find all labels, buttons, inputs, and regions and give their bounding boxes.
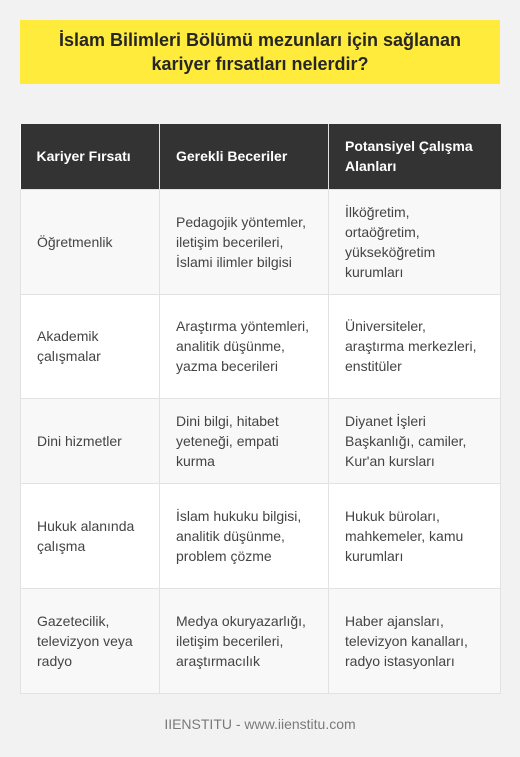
cell-career: Hukuk alanında çalışma (21, 483, 160, 588)
header-career: Kariyer Fırsatı (21, 124, 160, 189)
cell-career: Gazetecilik, televizyon veya radyo (21, 588, 160, 693)
header-skills: Gerekli Beceriler (160, 124, 329, 189)
table-body (21, 189, 501, 693)
table-header (21, 124, 501, 189)
cell-areas: Haber ajansları, televizyon kanalları, radyo istasyonları (329, 588, 501, 693)
cell-skills: Dini bilgi, hitabet yeteneği, empati kurma (160, 398, 329, 483)
table-row (21, 398, 501, 483)
cell-areas: Hukuk büroları, mahkemeler, kamu kurumları (329, 483, 501, 588)
cell-career: Öğretmenlik (21, 189, 160, 294)
cell-skills: Pedagojik yöntemler, iletişim becerileri, İslami ilimler bilgisi (160, 189, 329, 294)
footer-credit: IIENSTITU - www.iienstitu.com (164, 716, 356, 732)
cell-skills: İslam hukuku bilgisi, analitik düşünme, problem çözme (160, 483, 329, 588)
title-banner (20, 20, 500, 84)
cell-career: Dini hizmetler (21, 398, 160, 483)
cell-areas: Diyanet İşleri Başkanlığı, camiler, Kur'an kursları (329, 398, 501, 483)
career-table-container (20, 124, 500, 694)
header-row (21, 124, 501, 189)
table-row (21, 294, 501, 398)
table-row (21, 483, 501, 588)
career-table (20, 124, 501, 694)
cell-areas: Üniversiteler, araştırma merkezleri, enstitüler (329, 294, 501, 398)
cell-career: Akademik çalışmalar (21, 294, 160, 398)
cell-skills: Medya okuryazarlığı, iletişim becerileri, araştırmacılık (160, 588, 329, 693)
header-areas: Potansiyel Çalışma Alanları (329, 124, 501, 189)
table-row (21, 189, 501, 294)
cell-skills: Araştırma yöntemleri, analitik düşünme, yazma becerileri (160, 294, 329, 398)
table-row (21, 588, 501, 693)
page-title: İslam Bilimleri Bölümü mezunları için sağlanan kariyer fırsatları nelerdir? (58, 30, 462, 74)
cell-areas: İlköğretim, ortaöğretim, yükseköğretim kurumları (329, 189, 501, 294)
